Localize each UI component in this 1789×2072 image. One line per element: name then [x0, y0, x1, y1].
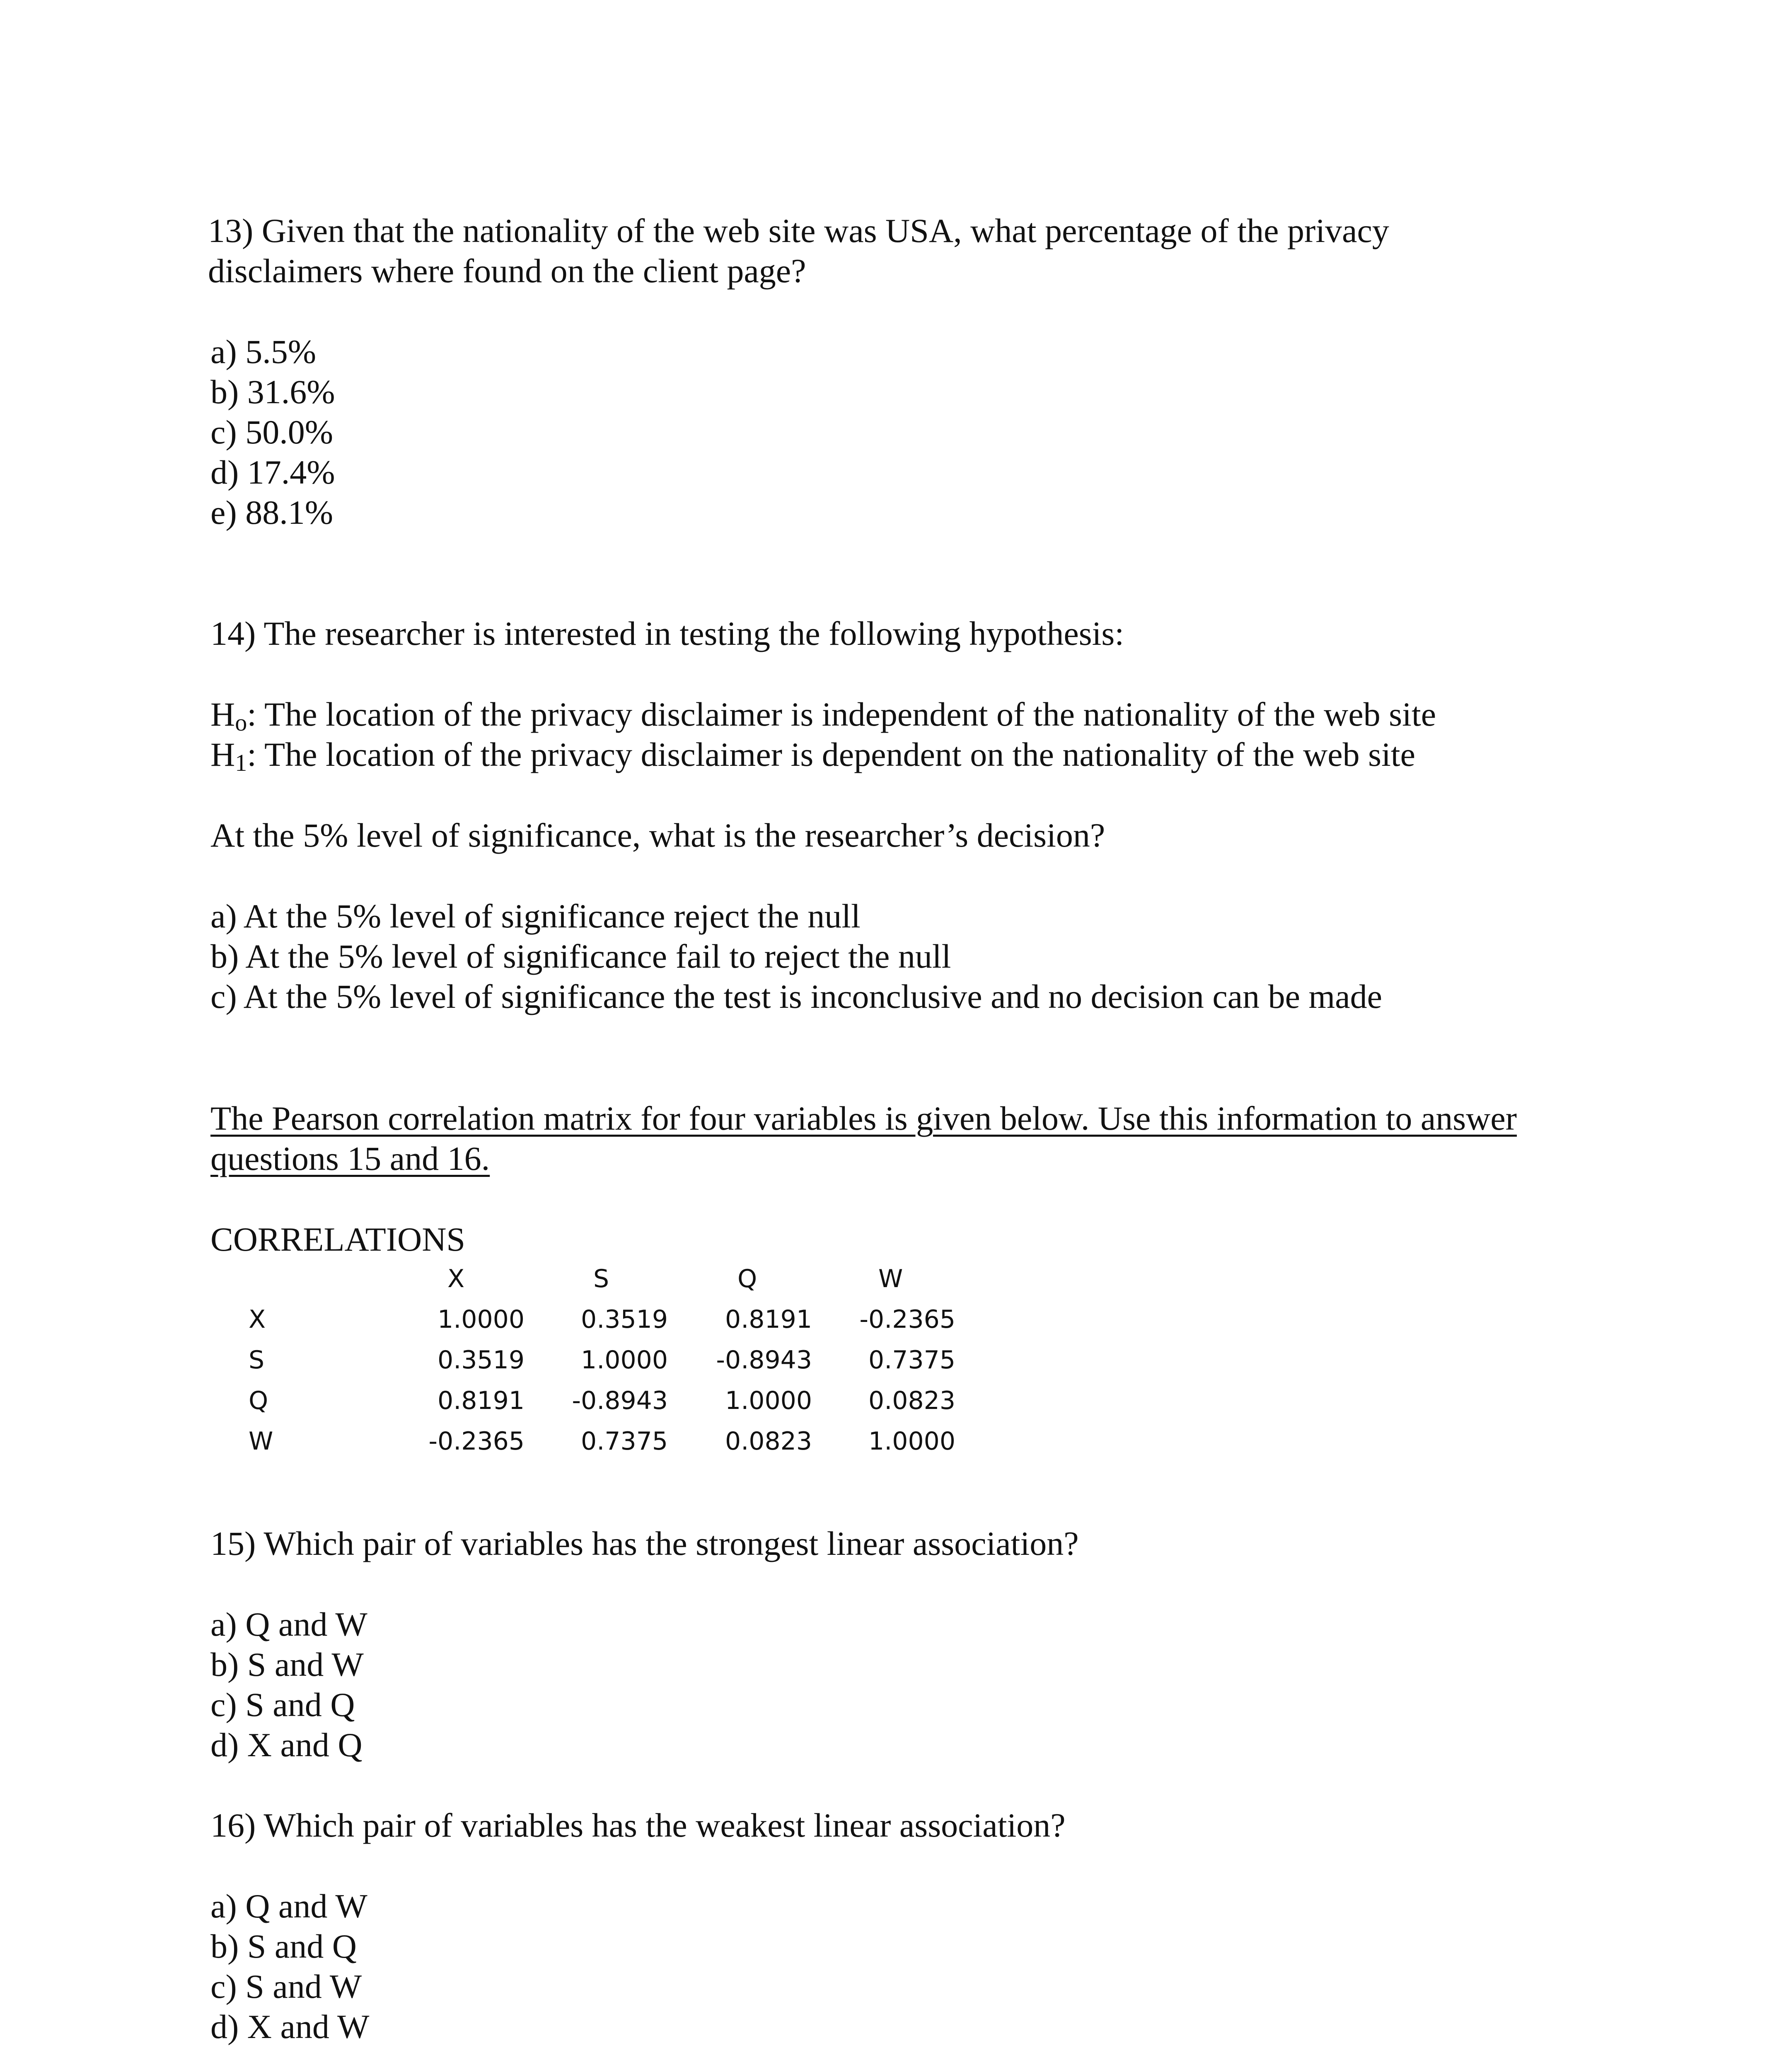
q14-question: 14) The researcher is interested in testing the following hypothesis:: [210, 615, 1124, 652]
corr-cell: 0.8191: [438, 1386, 525, 1415]
q13-option-b: b) 31.6%: [210, 373, 335, 411]
h0-symbol: H: [210, 695, 235, 733]
h0-subscript: o: [235, 709, 247, 736]
corr-cell: 0.8191: [725, 1305, 812, 1334]
corr-cell: 0.3519: [581, 1305, 668, 1334]
q14-significance-question: At the 5% level of significance, what is the researcher’s decision?: [210, 816, 1105, 854]
row-label-s: S: [249, 1346, 265, 1375]
correlation-intro-line1: The Pearson correlation matrix for four variables is given below. Use this information to answer: [210, 1099, 1517, 1137]
correlation-intro-line2: questions 15 and 16.: [210, 1140, 490, 1177]
q13-option-a: a) 5.5%: [210, 333, 317, 370]
q13-question-line1: 13) Given that the nationality of the web site was USA, what percentage of the privacy: [208, 212, 1389, 249]
h1-text: : The location of the privacy disclaimer is dependent on the nationality of the web site: [247, 736, 1416, 773]
row-label-x: X: [249, 1305, 266, 1334]
corr-cell: 1.0000: [868, 1427, 955, 1456]
q13-option-e: e) 88.1%: [210, 494, 334, 531]
q16-question: 16) Which pair of variables has the weakest linear association?: [210, 1806, 1066, 1844]
col-header-w: W: [878, 1264, 903, 1293]
corr-cell: 0.0823: [868, 1386, 955, 1415]
q15-option-a: a) Q and W: [210, 1605, 367, 1643]
corr-cell: -0.8943: [572, 1386, 668, 1415]
corr-cell: 0.3519: [438, 1346, 525, 1375]
corr-cell: -0.8943: [716, 1346, 812, 1375]
h1-symbol: H: [210, 736, 235, 773]
q15-option-d: d) X and Q: [210, 1726, 363, 1764]
q13-option-d: d) 17.4%: [210, 453, 335, 491]
corr-cell: -0.2365: [428, 1427, 525, 1456]
q14-option-b: b) At the 5% level of significance fail to reject the null: [210, 937, 951, 975]
q16-option-d: d) X and W: [210, 2008, 370, 2045]
col-header-s: S: [593, 1264, 609, 1293]
corr-cell: -0.2365: [859, 1305, 955, 1334]
corr-cell: 1.0000: [581, 1346, 668, 1375]
row-label-q: Q: [249, 1386, 268, 1415]
h1-subscript: 1: [235, 749, 247, 776]
q16-option-b: b) S and Q: [210, 1927, 357, 1965]
q16-option-c: c) S and W: [210, 1968, 362, 2005]
q13-question-line2: disclaimers where found on the client page?: [208, 252, 806, 290]
corr-cell: 0.7375: [868, 1346, 955, 1375]
corr-cell: 1.0000: [438, 1305, 525, 1334]
corr-cell: 0.0823: [725, 1427, 812, 1456]
h0-text: : The location of the privacy disclaimer is independent of the nationality of the web site: [247, 695, 1436, 733]
col-header-x: X: [447, 1264, 465, 1293]
q14-option-c: c) At the 5% level of significance the test is inconclusive and no decision can be made: [210, 978, 1383, 1015]
row-label-w: W: [249, 1427, 273, 1456]
q15-option-c: c) S and Q: [210, 1686, 355, 1723]
q13-option-c: c) 50.0%: [210, 413, 334, 451]
q15-option-b: b) S and W: [210, 1646, 364, 1683]
col-header-q: Q: [737, 1264, 757, 1293]
corr-cell: 1.0000: [725, 1386, 812, 1415]
q14-option-a: a) At the 5% level of significance reject the null: [210, 897, 861, 935]
q15-question: 15) Which pair of variables has the strongest linear association?: [210, 1525, 1079, 1562]
q16-option-a: a) Q and W: [210, 1887, 367, 1925]
correlations-heading: CORRELATIONS: [210, 1220, 466, 1258]
corr-cell: 0.7375: [581, 1427, 668, 1456]
